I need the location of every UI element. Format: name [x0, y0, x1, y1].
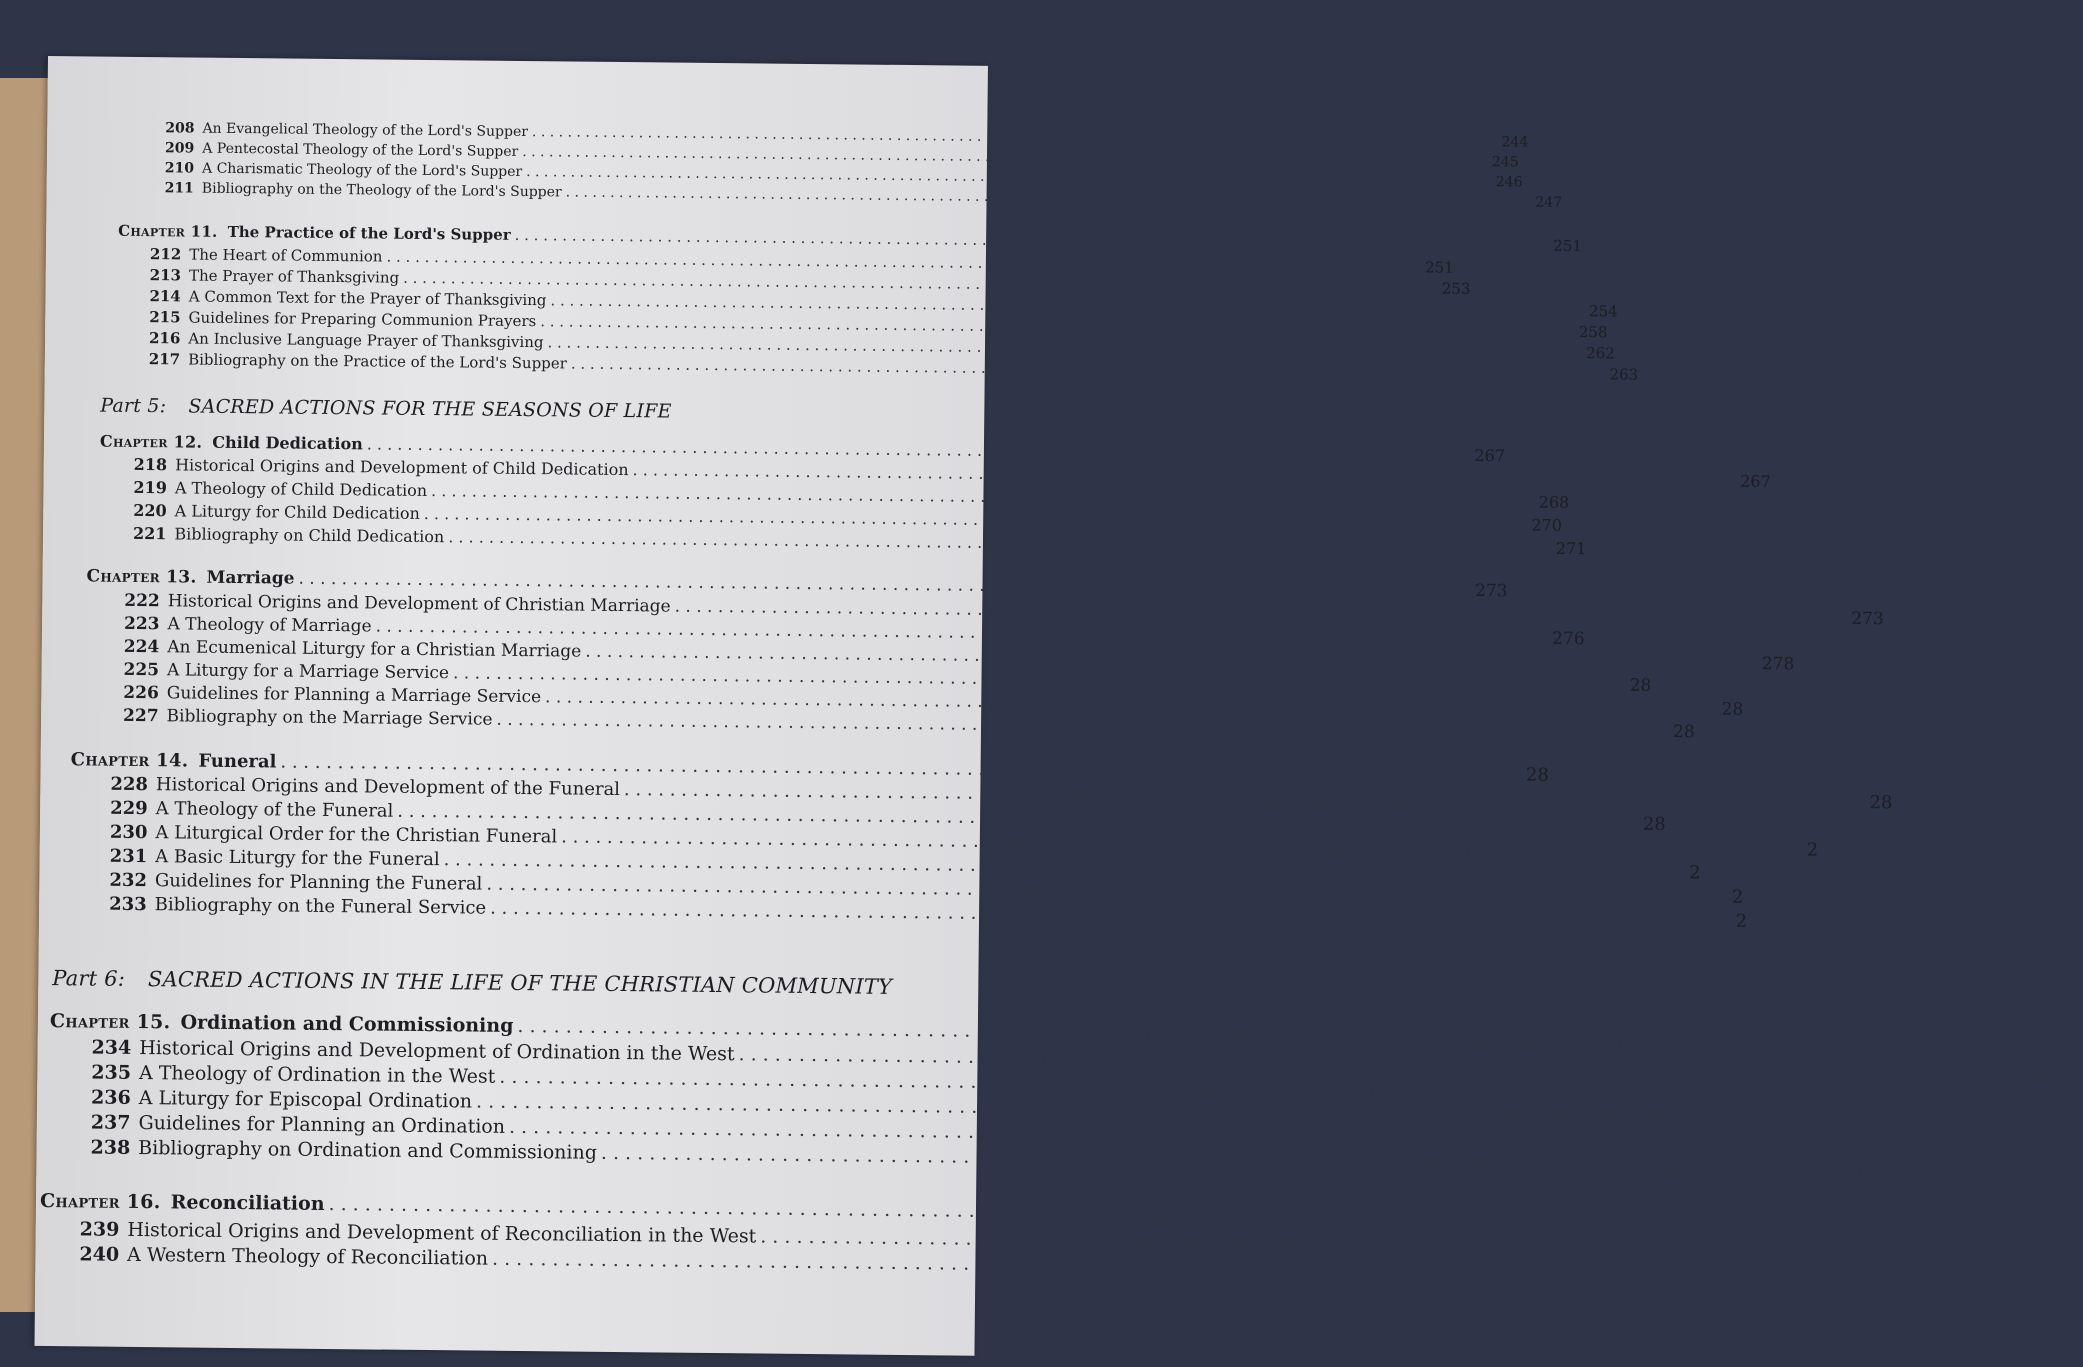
- entry-title: A Liturgy for Child Dedication: [175, 501, 420, 523]
- entry-page: 262: [1586, 344, 1614, 362]
- entry-number: 228: [110, 774, 148, 795]
- entry-number: 220: [133, 501, 167, 520]
- chapter-title: Marriage: [206, 568, 294, 589]
- entry-title: A Theology of the Funeral: [156, 798, 394, 821]
- chapter-label: Chapter 11.: [118, 222, 218, 241]
- chapter-label: Chapter 15.: [50, 1010, 171, 1033]
- entry-page: 263: [1609, 365, 1637, 383]
- entry-title: Historical Origins and Development of Reconciliation in the West: [127, 1219, 756, 1248]
- entry-title: Bibliography on the Funeral Service: [155, 894, 487, 918]
- entry-number: 223: [124, 614, 160, 634]
- chapter-page: 273: [1475, 581, 1503, 601]
- chapter-page: 251: [1553, 237, 1581, 255]
- entry-number: 231: [110, 846, 148, 867]
- entry-page: 267: [1740, 472, 1768, 491]
- entry-title: Historical Origins and Development of Christian Marriage: [168, 591, 671, 616]
- part-title: SACRED ACTIONS FOR THE SEASONS OF LIFE: [188, 395, 671, 422]
- entry-title: An Evangelical Theology of the Lord's Supper: [202, 121, 528, 140]
- entry-number: 226: [123, 683, 159, 703]
- entry-page: 247: [1535, 195, 1563, 211]
- entry-page: 254: [1589, 302, 1617, 320]
- entry-title: Bibliography on Child Dedication: [174, 524, 444, 546]
- entry-page: 245: [1492, 154, 1520, 170]
- entry-number: 235: [91, 1062, 131, 1084]
- entry-title: Guidelines for Planning a Marriage Service: [167, 683, 541, 707]
- entry-number: 208: [165, 120, 194, 136]
- entry-title: A Basic Liturgy for the Funeral: [155, 846, 440, 870]
- entry-title: Bibliography on the Theology of the Lord's Supper: [202, 181, 562, 201]
- entry-title: A Theology of Child Dedication: [175, 478, 427, 500]
- entry-number: 232: [109, 870, 147, 891]
- entry-number: 221: [133, 524, 167, 543]
- entry-page: 246: [1496, 174, 1524, 190]
- entry-number: 227: [123, 706, 159, 726]
- entry-number: 210: [165, 160, 194, 176]
- entry-title: A Common Text for the Prayer of Thanksgiving: [189, 287, 547, 309]
- entry-page: 28: [1643, 814, 1671, 835]
- entry-number: 213: [150, 266, 181, 284]
- entry-title: The Prayer of Thanksgiving: [189, 266, 399, 286]
- entry-title: The Heart of Communion: [189, 245, 382, 265]
- entry-number: 209: [165, 140, 194, 156]
- entry-title: Guidelines for Planning an Ordination: [138, 1112, 505, 1138]
- entry-title: A Liturgy for a Marriage Service: [167, 660, 449, 683]
- entry-number: 218: [134, 455, 168, 474]
- entry-number: 212: [150, 245, 181, 263]
- entry-title: Historical Origins and Development of Ordination in the West: [139, 1037, 735, 1065]
- chapter-page: 28: [1526, 765, 1554, 786]
- entry-number: 234: [92, 1037, 132, 1059]
- chapter-title: Child Dedication: [212, 433, 363, 454]
- chapter-page: 267: [1474, 446, 1502, 465]
- entry-page: 270: [1531, 516, 1559, 535]
- entry-page: 2: [1689, 862, 1717, 883]
- entry-number: 225: [123, 660, 159, 680]
- entry-title: A Western Theology of Reconciliation: [127, 1244, 488, 1270]
- entry-page: 253: [1442, 280, 1470, 298]
- chapter-title: Ordination and Commissioning: [180, 1011, 513, 1036]
- entry-title: A Pentecostal Theology of the Lord's Supper: [202, 141, 518, 160]
- entry-title: A Theology of Marriage: [167, 614, 371, 636]
- entry-title: A Liturgical Order for the Christian Funeral: [155, 822, 557, 847]
- entry-page: 244: [1502, 134, 1530, 150]
- entry-number: 219: [133, 478, 167, 497]
- entry-title: Historical Origins and Development of Child Dedication: [175, 455, 629, 479]
- entry-title: Bibliography on Ordination and Commissioning: [138, 1137, 597, 1164]
- entry-title: Historical Origins and Development of the Funeral: [156, 774, 620, 800]
- chapter-label: Chapter 16.: [40, 1190, 161, 1213]
- entry-number: 216: [149, 329, 180, 347]
- chapter-heading: [40, 1190, 954, 1222]
- entry-title: Bibliography on the Marriage Service: [166, 706, 492, 729]
- toc-entry: [133, 524, 961, 552]
- entry-title: An Ecumenical Liturgy for a Christian Marriage: [167, 637, 581, 661]
- part-number: Part 6:: [52, 966, 125, 991]
- chapter-label: Chapter 14.: [71, 749, 189, 771]
- chapter-label: Chapter 13.: [86, 566, 196, 587]
- entry-page: 28: [1630, 676, 1658, 696]
- entry-page: 278: [1762, 654, 1790, 674]
- entry-number: 229: [110, 798, 148, 819]
- entry-page: 2: [1807, 839, 1835, 860]
- entry-number: 222: [124, 591, 160, 611]
- entry-number: 214: [149, 287, 180, 305]
- entry-page: 251: [1425, 258, 1453, 276]
- chapter-title: Reconciliation: [171, 1191, 325, 1215]
- chapter-title: Funeral: [198, 751, 276, 773]
- part-title: SACRED ACTIONS IN THE LIFE OF THE CHRISTIAN COMMUNITY: [148, 967, 892, 999]
- entry-title: An Inclusive Language Prayer of Thanksgiving: [188, 329, 543, 351]
- entry-title: A Liturgy for Episcopal Ordination: [139, 1087, 473, 1112]
- entry-page: 258: [1579, 323, 1607, 341]
- entry-title: Guidelines for Planning the Funeral: [155, 870, 483, 894]
- entry-number: 237: [91, 1112, 131, 1134]
- chapter-label: Chapter 12.: [100, 432, 203, 452]
- entry-page: 2: [1732, 887, 1760, 908]
- entry-page: 28: [1722, 700, 1750, 720]
- entry-number: 233: [109, 894, 147, 915]
- entry-number: 238: [90, 1137, 130, 1159]
- entry-number: 224: [124, 637, 160, 657]
- table-of-contents: [34, 56, 987, 1356]
- entry-page: 28: [1869, 792, 1897, 813]
- entry-title: Guidelines for Preparing Communion Prayers: [188, 308, 536, 330]
- toc-entry: [165, 180, 965, 204]
- part-heading: [100, 395, 671, 423]
- entry-title: A Charismatic Theology of the Lord's Supper: [202, 161, 522, 180]
- entry-page: 271: [1556, 539, 1584, 558]
- entry-number: 215: [149, 308, 180, 326]
- entry-page: 268: [1539, 493, 1567, 512]
- entry-number: 239: [80, 1218, 120, 1240]
- entry-page: 276: [1552, 629, 1580, 649]
- entry-number: 230: [110, 822, 148, 843]
- entry-page: 273: [1851, 609, 1879, 629]
- entry-page: 28: [1673, 722, 1701, 742]
- entry-number: 217: [149, 350, 180, 368]
- entry-title: Bibliography on the Practice of the Lord's Supper: [188, 350, 567, 372]
- entry-title: A Theology of Ordination in the West: [139, 1062, 496, 1088]
- chapter-title: The Practice of the Lord's Supper: [228, 223, 511, 244]
- part-number: Part 5:: [100, 395, 166, 418]
- entry-page: 2: [1736, 911, 1764, 932]
- entry-number: 240: [79, 1243, 119, 1265]
- entry-number: 236: [91, 1087, 131, 1109]
- book-page: [34, 56, 987, 1356]
- chapter-heading: [118, 222, 964, 249]
- entry-number: 211: [165, 180, 194, 196]
- part-heading: [52, 966, 892, 999]
